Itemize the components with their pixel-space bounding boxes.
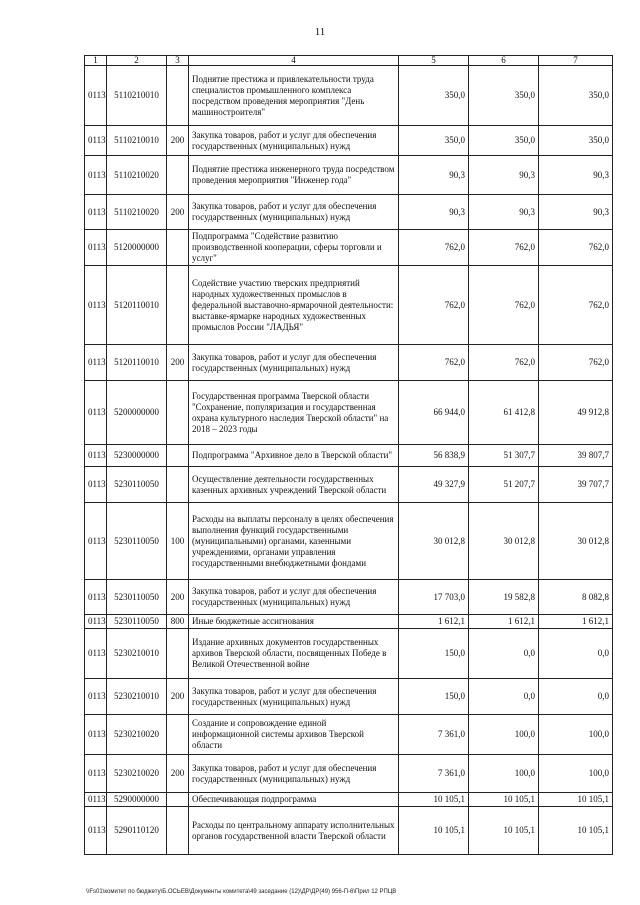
table-row <box>85 807 613 855</box>
section-code-cell: 0113 <box>85 807 107 855</box>
amount-year1-cell: 762,0 <box>399 230 469 266</box>
amount-year3-cell: 10 105,1 <box>539 793 613 807</box>
expense-type-cell: 200 <box>167 345 189 381</box>
table-row <box>85 503 613 580</box>
table-row <box>85 381 613 445</box>
amount-year2-cell: 51 207,7 <box>469 467 539 503</box>
table-body <box>85 66 613 855</box>
expense-type-cell <box>167 230 189 266</box>
item-name-cell: Закупка товаров, работ и услуг для обеспечения государственных (муниципальных) нужд <box>189 126 399 156</box>
table-row <box>85 679 613 715</box>
section-code-cell: 0113 <box>85 126 107 156</box>
table-row <box>85 580 613 615</box>
amount-year3-cell: 100,0 <box>539 715 613 755</box>
target-article-cell: 5120110010 <box>107 345 167 381</box>
amount-year3-cell: 49 912,8 <box>539 381 613 445</box>
section-code-cell: 0113 <box>85 230 107 266</box>
target-article-cell: 5230110050 <box>107 467 167 503</box>
amount-year3-cell: 762,0 <box>539 266 613 345</box>
section-code-cell: 0113 <box>85 445 107 467</box>
section-code-cell: 0113 <box>85 66 107 126</box>
amount-year1-cell: 350,0 <box>399 126 469 156</box>
amount-year1-cell: 49 327,9 <box>399 467 469 503</box>
expense-type-cell <box>167 266 189 345</box>
table-row <box>85 629 613 679</box>
target-article-cell: 5110210010 <box>107 66 167 126</box>
item-name-cell: Издание архивных документов государственных архивов Тверской области, посвященных Победе в Великой Отечественной войне <box>189 629 399 679</box>
target-article-cell: 5120110010 <box>107 266 167 345</box>
target-article-cell: 5120000000 <box>107 230 167 266</box>
expense-type-cell <box>167 66 189 126</box>
amount-year1-cell: 762,0 <box>399 345 469 381</box>
target-article-cell: 5230000000 <box>107 445 167 467</box>
section-code-cell: 0113 <box>85 156 107 195</box>
amount-year3-cell: 39 807,7 <box>539 445 613 467</box>
amount-year2-cell: 350,0 <box>469 126 539 156</box>
item-name-cell: Закупка товаров, работ и услуг для обеспечения государственных (муниципальных) нужд <box>189 580 399 615</box>
amount-year3-cell: 0,0 <box>539 629 613 679</box>
amount-year3-cell: 350,0 <box>539 66 613 126</box>
target-article-cell: 5230110050 <box>107 580 167 615</box>
table-row <box>85 156 613 195</box>
item-name-cell: Иные бюджетные ассигнования <box>189 615 399 629</box>
table-row <box>85 615 613 629</box>
amount-year1-cell: 10 105,1 <box>399 793 469 807</box>
table-row <box>85 445 613 467</box>
target-article-cell: 5290110120 <box>107 807 167 855</box>
target-article-cell: 5110210020 <box>107 156 167 195</box>
target-article-cell: 5230110050 <box>107 503 167 580</box>
footer-file-path: \\Fs01\комитет по бюджету\Б.ОСЬЕВ\Документы комитета\49 заседание (12)\ДР\ДР(49) 956-П-6\Прил 12 РПЦВ <box>86 889 397 895</box>
amount-year1-cell: 1 612,1 <box>399 615 469 629</box>
amount-year2-cell: 1 612,1 <box>469 615 539 629</box>
expense-type-cell <box>167 807 189 855</box>
expense-type-cell <box>167 156 189 195</box>
amount-year3-cell: 762,0 <box>539 230 613 266</box>
section-code-cell: 0113 <box>85 503 107 580</box>
amount-year2-cell: 762,0 <box>469 266 539 345</box>
amount-year3-cell: 8 082,8 <box>539 580 613 615</box>
table-row <box>85 266 613 345</box>
amount-year2-cell: 19 582,8 <box>469 580 539 615</box>
amount-year2-cell: 0,0 <box>469 629 539 679</box>
target-article-cell: 5230110050 <box>107 615 167 629</box>
table-row <box>85 126 613 156</box>
item-name-cell: Закупка товаров, работ и услуг для обеспечения государственных (муниципальных) нужд <box>189 679 399 715</box>
section-code-cell: 0113 <box>85 793 107 807</box>
amount-year1-cell: 56 838,9 <box>399 445 469 467</box>
amount-year2-cell: 90,3 <box>469 156 539 195</box>
item-name-cell: Расходы по центральному аппарату исполнительных органов государственной власти Тверской области <box>189 807 399 855</box>
item-name-cell: Закупка товаров, работ и услуг для обеспечения государственных (муниципальных) нужд <box>189 195 399 230</box>
section-code-cell: 0113 <box>85 580 107 615</box>
item-name-cell: Закупка товаров, работ и услуг для обеспечения государственных (муниципальных) нужд <box>189 755 399 793</box>
expense-type-cell <box>167 381 189 445</box>
table-row <box>85 345 613 381</box>
amount-year1-cell: 762,0 <box>399 266 469 345</box>
amount-year2-cell: 51 307,7 <box>469 445 539 467</box>
expense-type-cell: 200 <box>167 580 189 615</box>
amount-year1-cell: 10 105,1 <box>399 807 469 855</box>
target-article-cell: 5230210010 <box>107 629 167 679</box>
expense-type-cell <box>167 793 189 807</box>
page-number: 11 <box>314 26 326 38</box>
table-row <box>85 793 613 807</box>
section-code-cell: 0113 <box>85 345 107 381</box>
amount-year2-cell: 90,3 <box>469 195 539 230</box>
amount-year2-cell: 0,0 <box>469 679 539 715</box>
section-code-cell: 0113 <box>85 195 107 230</box>
amount-year2-cell: 100,0 <box>469 715 539 755</box>
amount-year3-cell: 0,0 <box>539 679 613 715</box>
amount-year1-cell: 150,0 <box>399 679 469 715</box>
target-article-cell: 5230210010 <box>107 679 167 715</box>
header-cell: 6 <box>469 56 539 66</box>
amount-year3-cell: 1 612,1 <box>539 615 613 629</box>
section-code-cell: 0113 <box>85 266 107 345</box>
amount-year2-cell: 762,0 <box>469 345 539 381</box>
item-name-cell: Закупка товаров, работ и услуг для обеспечения государственных (муниципальных) нужд <box>189 345 399 381</box>
item-name-cell: Подпрограмма "Содействие развитию производственной кооперации, сферы торговли и услуг" <box>189 230 399 266</box>
table-row <box>85 195 613 230</box>
target-article-cell: 5200000000 <box>107 381 167 445</box>
expense-type-cell: 200 <box>167 755 189 793</box>
expense-type-cell: 100 <box>167 503 189 580</box>
table-row <box>85 66 613 126</box>
header-cell: 7 <box>539 56 613 66</box>
header-cell: 2 <box>107 56 167 66</box>
table-row <box>85 715 613 755</box>
amount-year3-cell: 10 105,1 <box>539 807 613 855</box>
item-name-cell: Создание и сопровождение единой информационной системы архивов Тверской области <box>189 715 399 755</box>
amount-year1-cell: 90,3 <box>399 195 469 230</box>
target-article-cell: 5290000000 <box>107 793 167 807</box>
amount-year3-cell: 90,3 <box>539 156 613 195</box>
table-row <box>85 755 613 793</box>
item-name-cell: Поднятие престижа инженерного труда посредством проведения мероприятия "Инженер года" <box>189 156 399 195</box>
amount-year3-cell: 100,0 <box>539 755 613 793</box>
section-code-cell: 0113 <box>85 615 107 629</box>
section-code-cell: 0113 <box>85 755 107 793</box>
amount-year1-cell: 66 944,0 <box>399 381 469 445</box>
amount-year1-cell: 90,3 <box>399 156 469 195</box>
table-row <box>85 467 613 503</box>
expense-type-cell: 200 <box>167 679 189 715</box>
item-name-cell: Расходы на выплаты персоналу в целях обеспечения выполнения функций государственными (муниципальными) органами, казенными учреждениями, органами управления государственными внебюджетными фондами <box>189 503 399 580</box>
expense-type-cell <box>167 715 189 755</box>
amount-year1-cell: 150,0 <box>399 629 469 679</box>
expense-type-cell: 200 <box>167 126 189 156</box>
item-name-cell: Осуществление деятельности государственных казенных архивных учреждений Тверской области <box>189 467 399 503</box>
header-cell: 1 <box>85 56 107 66</box>
amount-year3-cell: 350,0 <box>539 126 613 156</box>
amount-year2-cell: 762,0 <box>469 230 539 266</box>
amount-year3-cell: 762,0 <box>539 345 613 381</box>
budget-table <box>84 55 613 855</box>
amount-year1-cell: 7 361,0 <box>399 715 469 755</box>
amount-year3-cell: 39 707,7 <box>539 467 613 503</box>
amount-year1-cell: 350,0 <box>399 66 469 126</box>
target-article-cell: 5110210010 <box>107 126 167 156</box>
section-code-cell: 0113 <box>85 679 107 715</box>
header-row <box>85 56 613 66</box>
section-code-cell: 0113 <box>85 715 107 755</box>
expense-type-cell <box>167 629 189 679</box>
header-cell: 5 <box>399 56 469 66</box>
amount-year2-cell: 10 105,1 <box>469 793 539 807</box>
item-name-cell: Поднятие престижа и привлекательности труда специалистов промышленного комплекса посредством проведения мероприятия "День машиностроителя" <box>189 66 399 126</box>
amount-year3-cell: 30 012,8 <box>539 503 613 580</box>
expense-type-cell: 200 <box>167 195 189 230</box>
amount-year2-cell: 61 412,8 <box>469 381 539 445</box>
item-name-cell: Подпрограмма "Архивное дело в Тверской области" <box>189 445 399 467</box>
expense-type-cell <box>167 467 189 503</box>
amount-year1-cell: 7 361,0 <box>399 755 469 793</box>
target-article-cell: 5230210020 <box>107 755 167 793</box>
item-name-cell: Государственная программа Тверской области "Сохранение, популяризация и государственная охрана культурного наследия Тверской области" на 2018 – 2023 годы <box>189 381 399 445</box>
target-article-cell: 5230210020 <box>107 715 167 755</box>
item-name-cell: Содействие участию тверских предприятий народных художественных промыслов в федеральной выставочно-ярмарочной деятельности: выставке-ярмарке народных художественных промыслов России "ЛАДЬЯ" <box>189 266 399 345</box>
item-name-cell: Обеспечивающая подпрограмма <box>189 793 399 807</box>
expense-type-cell: 800 <box>167 615 189 629</box>
header-cell: 4 <box>189 56 399 66</box>
expense-type-cell <box>167 445 189 467</box>
section-code-cell: 0113 <box>85 629 107 679</box>
target-article-cell: 5110210020 <box>107 195 167 230</box>
header-cell: 3 <box>167 56 189 66</box>
amount-year2-cell: 10 105,1 <box>469 807 539 855</box>
table-row <box>85 230 613 266</box>
section-code-cell: 0113 <box>85 467 107 503</box>
section-code-cell: 0113 <box>85 381 107 445</box>
amount-year2-cell: 100,0 <box>469 755 539 793</box>
amount-year2-cell: 30 012,8 <box>469 503 539 580</box>
amount-year1-cell: 30 012,8 <box>399 503 469 580</box>
amount-year3-cell: 90,3 <box>539 195 613 230</box>
amount-year1-cell: 17 703,0 <box>399 580 469 615</box>
amount-year2-cell: 350,0 <box>469 66 539 126</box>
